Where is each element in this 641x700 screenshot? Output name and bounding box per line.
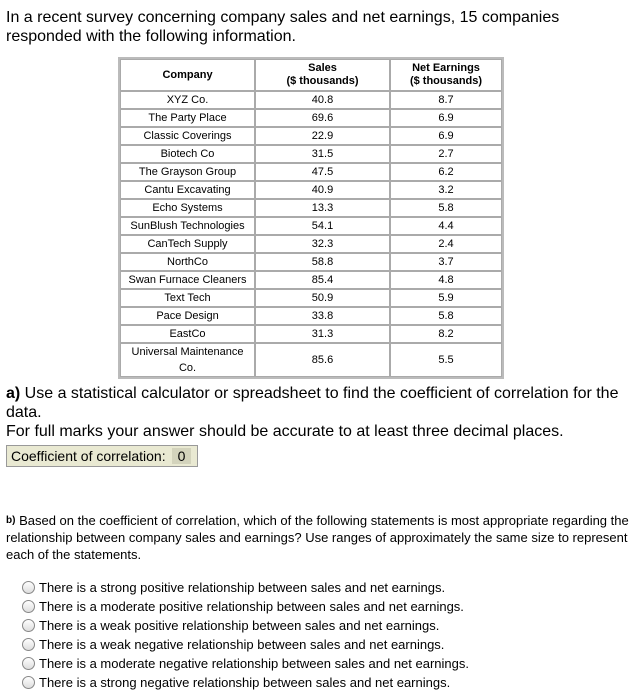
option-label: There is a weak negative relationship between sales and net earnings. [39,637,445,652]
cell-net-earnings: 6.2 [390,163,502,181]
table-row [120,253,502,271]
intro-text: In a recent survey concerning company sales and net earnings, 15 companies responded with the following information. [6,9,560,45]
answer-label: Coefficient of correlation: [11,448,166,464]
cell-net-earnings: 5.8 [390,307,502,325]
cell-company: Pace Design [120,307,255,325]
cell-sales: 40.8 [255,91,390,109]
header-net-earnings: Net Earnings ($ thousands) [390,59,502,91]
option-label: There is a moderate negative relationship between sales and net earnings. [39,656,469,671]
option[interactable] [22,635,469,654]
table-row [120,343,502,377]
option-label: There is a strong negative relationship between sales and net earnings. [39,675,451,690]
option-label: There is a moderate positive relationship between sales and net earnings. [39,599,464,614]
cell-net-earnings: 8.2 [390,325,502,343]
cell-company: Swan Furnace Cleaners [120,271,255,289]
option-label: There is a weak positive relationship between sales and net earnings. [39,618,440,633]
radio-button[interactable] [22,619,35,632]
data-table [118,57,504,379]
table-row [120,181,502,199]
header-sales: Sales ($ thousands) [255,59,390,91]
cell-net-earnings: 5.5 [390,343,502,377]
table-row [120,163,502,181]
cell-sales: 69.6 [255,109,390,127]
cell-company: Biotech Co [120,145,255,163]
option[interactable] [22,654,469,673]
cell-net-earnings: 4.8 [390,271,502,289]
cell-net-earnings: 6.9 [390,127,502,145]
cell-sales: 32.3 [255,235,390,253]
table-row [120,289,502,307]
cell-company: Classic Coverings [120,127,255,145]
table-row [120,307,502,325]
radio-button[interactable] [22,600,35,613]
cell-sales: 85.4 [255,271,390,289]
cell-net-earnings: 5.8 [390,199,502,217]
cell-sales: 47.5 [255,163,390,181]
cell-net-earnings: 2.7 [390,145,502,163]
option[interactable] [22,616,469,635]
option[interactable] [22,578,469,597]
table-row [120,91,502,109]
table-row [120,199,502,217]
cell-sales: 50.9 [255,289,390,307]
part-b-question: $^{b)}$ Based on the coefficient of correlation, which of the following statements is most appropriate regarding the relationship between company sales and earnings? Use ranges of approximately the same size to represent each of the statements. [6,513,629,562]
table-row [120,235,502,253]
radio-button[interactable] [22,657,35,670]
radio-button[interactable] [22,676,35,689]
cell-net-earnings: 6.9 [390,109,502,127]
options-list [22,578,469,692]
cell-sales: 22.9 [255,127,390,145]
cell-sales: 31.3 [255,325,390,343]
cell-net-earnings: 5.9 [390,289,502,307]
cell-sales: 85.6 [255,343,390,377]
header-company: Company [120,59,255,91]
table-row [120,109,502,127]
correlation-input[interactable]: 0 [172,448,192,464]
table-row [120,271,502,289]
cell-company: EastCo [120,325,255,343]
table-row [120,217,502,235]
cell-company: Echo Systems [120,199,255,217]
table-row [120,325,502,343]
cell-sales: 54.1 [255,217,390,235]
cell-company: CanTech Supply [120,235,255,253]
radio-button[interactable] [22,581,35,594]
cell-net-earnings: 8.7 [390,91,502,109]
cell-net-earnings: 3.7 [390,253,502,271]
cell-company: The Grayson Group [120,163,255,181]
cell-company: SunBlush Technologies [120,217,255,235]
option[interactable] [22,597,469,616]
cell-sales: 33.8 [255,307,390,325]
cell-company: NorthCo [120,253,255,271]
cell-company: Cantu Excavating [120,181,255,199]
part-a-question: a) Use a statistical calculator or spreadsheet to find the coefficient of correlation for the data. For full marks your answer should be accurate to at least three decimal places. [6,385,619,440]
option-label: There is a strong positive relationship between sales and net earnings. [39,580,446,595]
radio-button[interactable] [22,638,35,651]
cell-sales: 40.9 [255,181,390,199]
cell-company: Text Tech [120,289,255,307]
table-row [120,145,502,163]
cell-net-earnings: 3.2 [390,181,502,199]
cell-net-earnings: 2.4 [390,235,502,253]
cell-sales: 58.8 [255,253,390,271]
cell-sales: 13.3 [255,199,390,217]
table-row [120,127,502,145]
option[interactable] [22,673,469,692]
cell-company: Universal Maintenance Co. [120,343,255,377]
cell-company: The Party Place [120,109,255,127]
cell-sales: 31.5 [255,145,390,163]
cell-net-earnings: 4.4 [390,217,502,235]
cell-company: XYZ Co. [120,91,255,109]
correlation-answer-box [6,445,198,467]
